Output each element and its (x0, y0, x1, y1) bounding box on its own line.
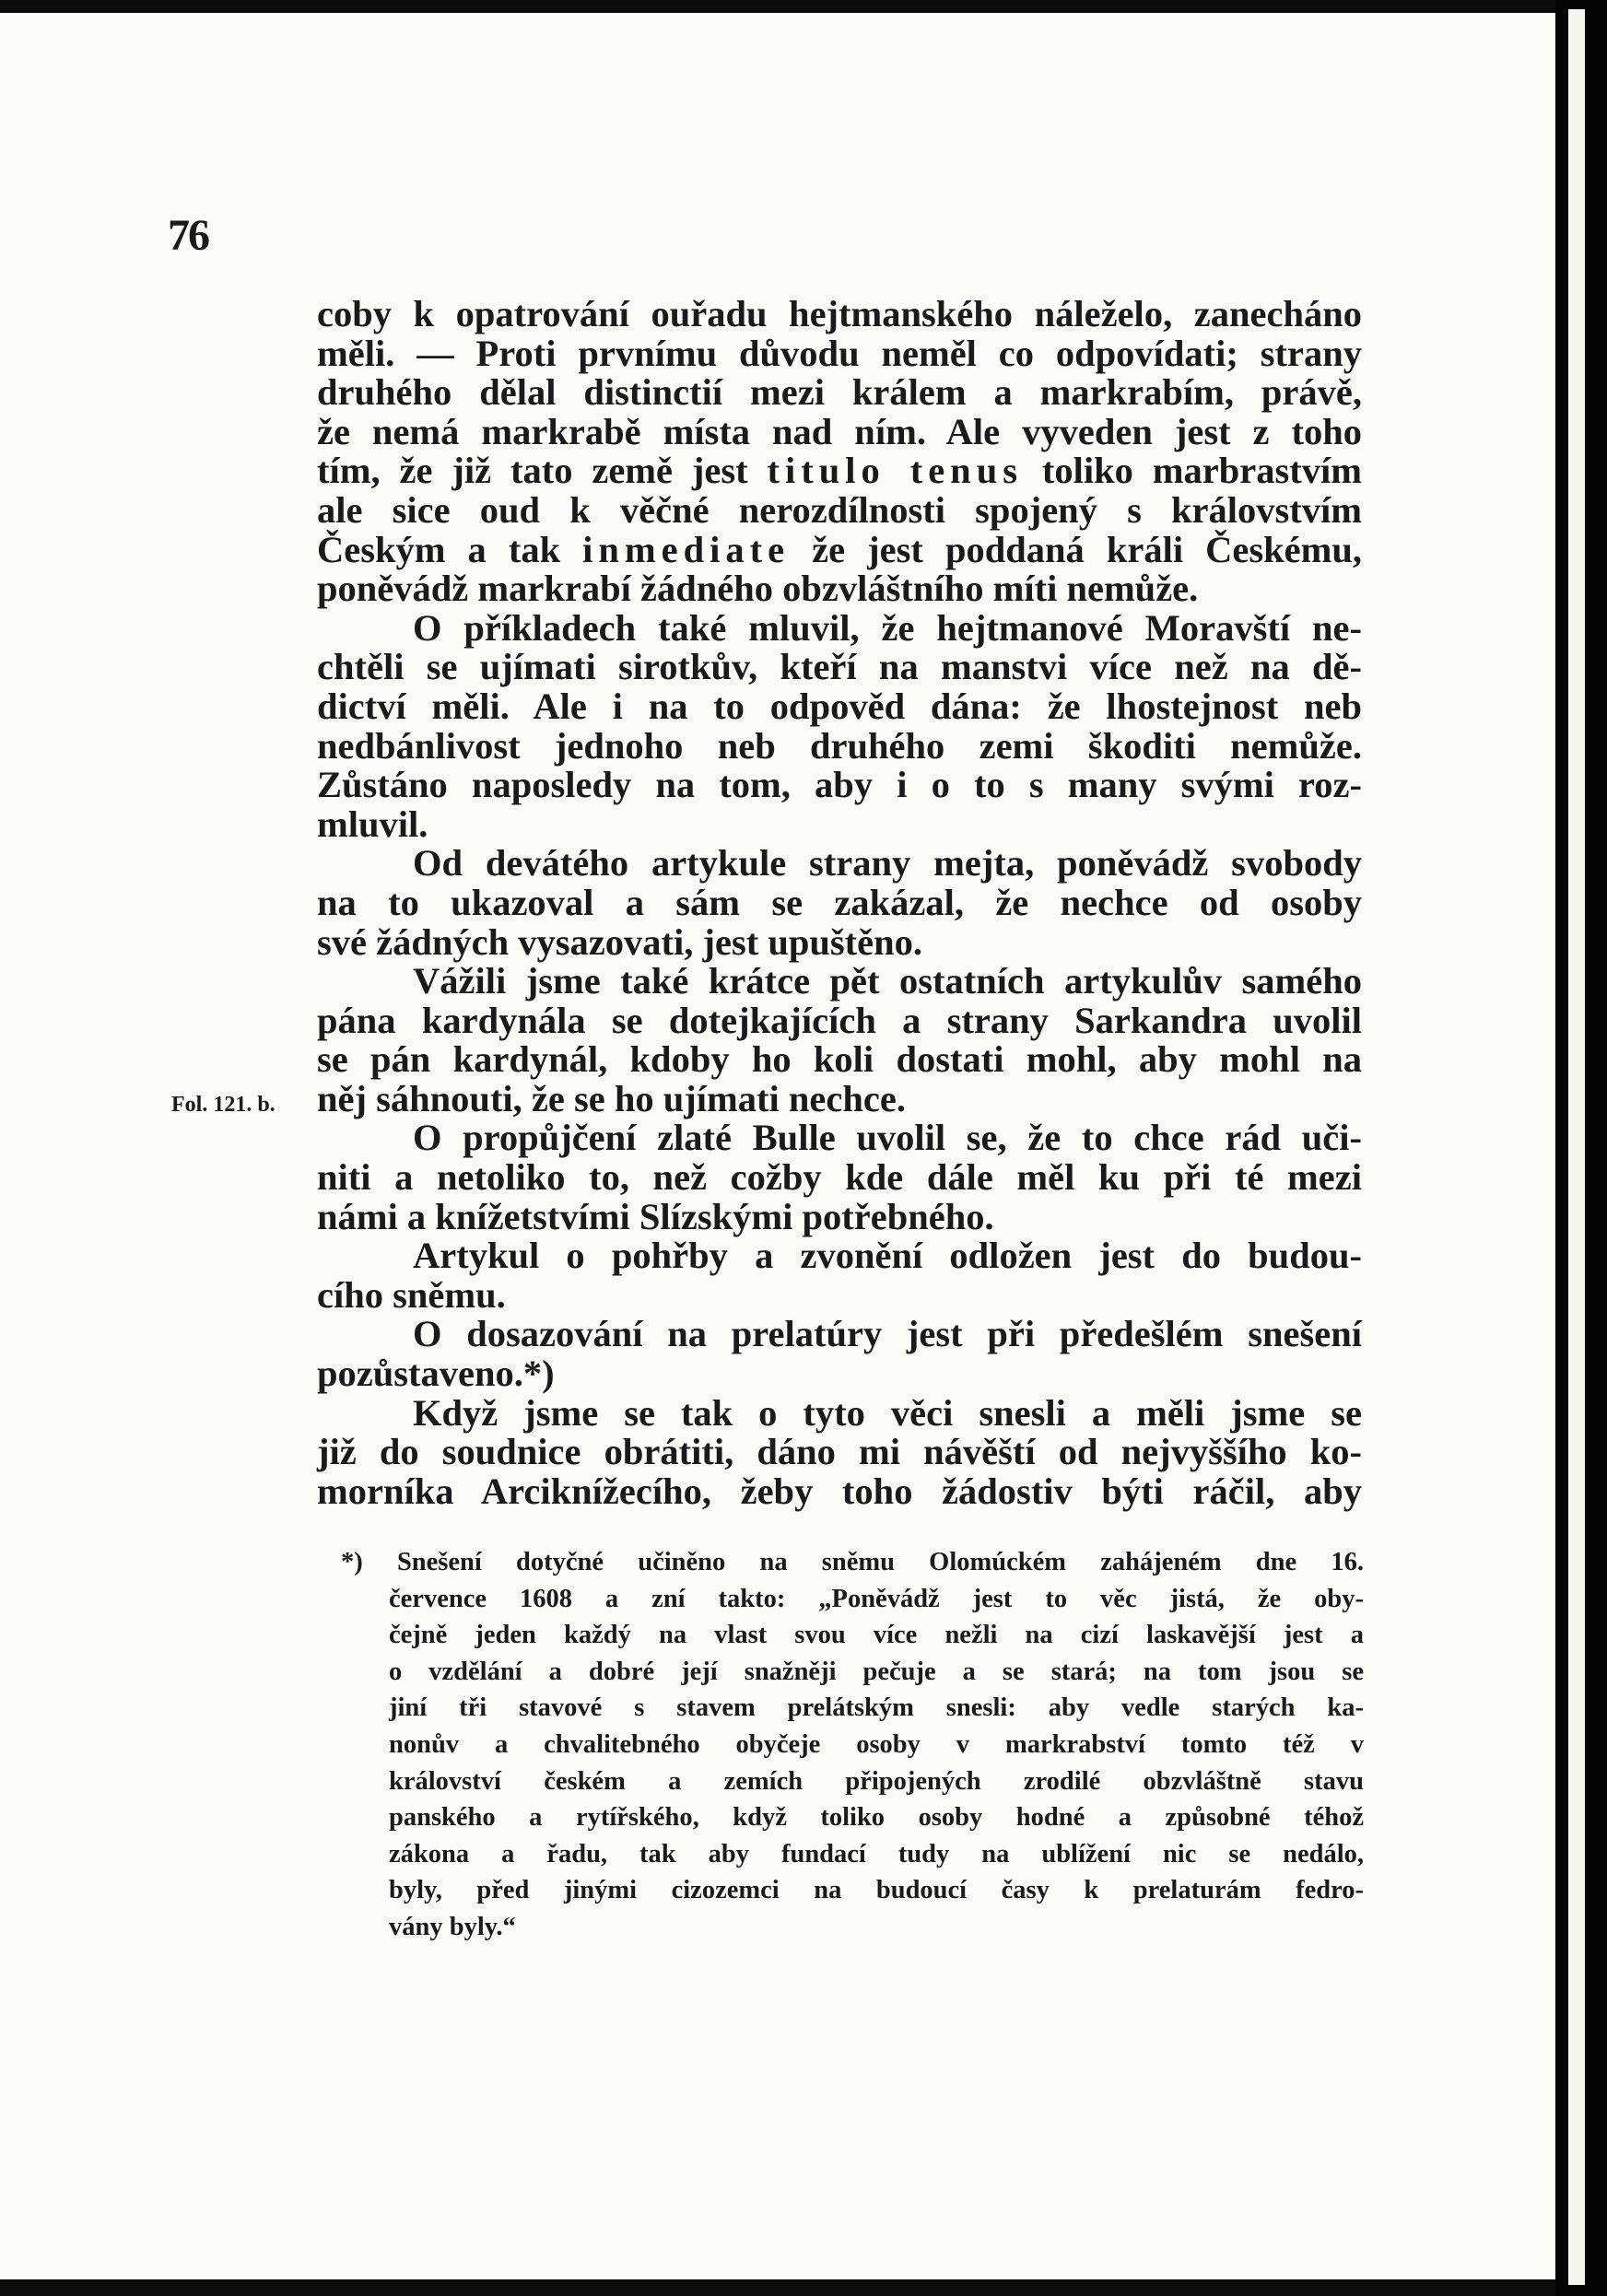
footnote-line: vány byly.“ (389, 1912, 516, 1941)
text-line: na to ukazoval a sám se zakázal, že nechce od osoby (317, 881, 1362, 923)
text-segment: že jest poddaná králi Českému, (790, 528, 1362, 570)
text-line: O propůjčení zlaté Bulle uvolil se, že to chce rád uči- (413, 1117, 1362, 1159)
text-line: niti a netoliko to, než cožby kde dále měl ku při té mezi (317, 1156, 1362, 1199)
text-line (317, 528, 1362, 570)
footnote-line: července 1608 a zní takto: „Poněvádž jest to věc jistá, že oby- (389, 1584, 1364, 1613)
text-segment: Českým a tak (317, 528, 583, 570)
spaced-latin-term: titulo tenus (767, 450, 1023, 492)
margin-note-folio: Fol. 121. b. (171, 1093, 276, 1117)
text-line: námi a knížetstvími Slízskými potřebného. (317, 1195, 994, 1237)
text-line (317, 451, 1362, 491)
text-line: coby k opatrování ouřadu hejtmanského náleželo, zanecháno (317, 293, 1362, 334)
text-line: měli. — Proti prvnímu důvodu neměl co odpovídati; strany (317, 332, 1362, 374)
text-line: již do soudnice obrátiti, dáno mi návěští od nejvyššího ko- (317, 1431, 1362, 1473)
document-page (0, 13, 1555, 2279)
body-text (317, 295, 1362, 1511)
text-line: se pán kardynál, kdoby ho koli dostati mohl, aby mohl na (317, 1038, 1362, 1081)
text-segment: tím, že již tato země jest (317, 450, 768, 492)
text-line: Vážili jsme také krátce pět ostatních artykulův samého (413, 960, 1362, 1002)
text-line: druhého dělal distinctií mezi králem a markrabím, právě, (317, 371, 1362, 414)
text-line: pozůstaveno.*) (317, 1353, 555, 1395)
text-line: ale sice oud k věčné nerozdílnosti spojený s královstvím (317, 488, 1362, 531)
scan-border (1555, 0, 1607, 2296)
spaced-latin-term: inmediate (582, 528, 791, 570)
text-line: že nemá markrabě místa nad ním. Ale vyveden jest z toho (317, 410, 1362, 452)
text-line: dictví měli. Ale i na to odpověd dána: že lhostejnost neb (317, 685, 1362, 727)
text-line: Když jsme se tak o tyto věci snesli a měli jsme se (413, 1391, 1362, 1434)
text-segment: toliko marbrastvím (1022, 450, 1363, 492)
footnote-line: zákona a řadu, tak aby fundací tudy na ublížení nic se nedálo, (389, 1839, 1364, 1868)
text-line: Artykul o pohřby a zvonění odložen jest do budou- (413, 1235, 1362, 1277)
text-line: chtěli se ujímati sirotkův, kteří na manstvi více než na dě- (317, 646, 1362, 688)
footnote (341, 1544, 1364, 1946)
text-line: mluvil. (317, 802, 428, 845)
text-line: O dosazování na prelatúry jest při předešlém snešení (413, 1313, 1362, 1355)
footnote-line: čejně jeden každý na vlast svou více nežli na cizí laskavější jest a (389, 1621, 1364, 1650)
text-line: Zůstáno naposledy na tom, aby i o to s many svými roz- (317, 764, 1362, 806)
text-line: morníka Arciknížecího, žeby toho žádostiv býti ráčil, aby (317, 1470, 1362, 1512)
footnote-line: panského a rytířského, když toliko osoby hodné a způsobné téhož (389, 1803, 1364, 1833)
text-line: nedbánlivost jednoho neb druhého zemi škoditi nemůže. (317, 724, 1362, 767)
text-line: své žádných vysazovati, jest upuštěno. (317, 920, 923, 963)
text-line: něj sáhnouti, že se ho ujímati nechce. (317, 1077, 906, 1119)
page-number: 76 (168, 211, 208, 260)
footnote-line: nonův a chvalitebného obyčeje osoby v markrabství tomto též v (389, 1729, 1364, 1759)
footnote-line: jiní tři stavové s stavem prelátským snesli: aby vedle starých ka- (389, 1693, 1364, 1723)
footnote-line: byly, před jinými cizozemci na budoucí časy k prelaturám fedro- (389, 1876, 1364, 1905)
text-line: O příkladech také mluvil, že hejtmanové Moravští ne- (413, 606, 1362, 649)
text-line: cího sněmu. (317, 1273, 506, 1316)
footnote-line: království českém a zemích připojených zrodilé obzvláštně stavu (389, 1766, 1364, 1796)
text-line: pána kardynála se dotejkajících a strany Sarkandra uvolil (317, 999, 1362, 1041)
text-line: poněvádž markrabí žádného obzvláštního míti nemůže. (317, 568, 1199, 610)
footnote-line: *) Snešení dotyčné učiněno na sněmu Olomúckém zahájeném dne 16. (341, 1548, 1364, 1576)
text-line: Od devátého artykule strany mejta, poněvádž svobody (413, 842, 1362, 884)
footnote-line: o vzdělání a dobré její snažněji pečuje a se stará; na tom jsou se (389, 1657, 1364, 1686)
